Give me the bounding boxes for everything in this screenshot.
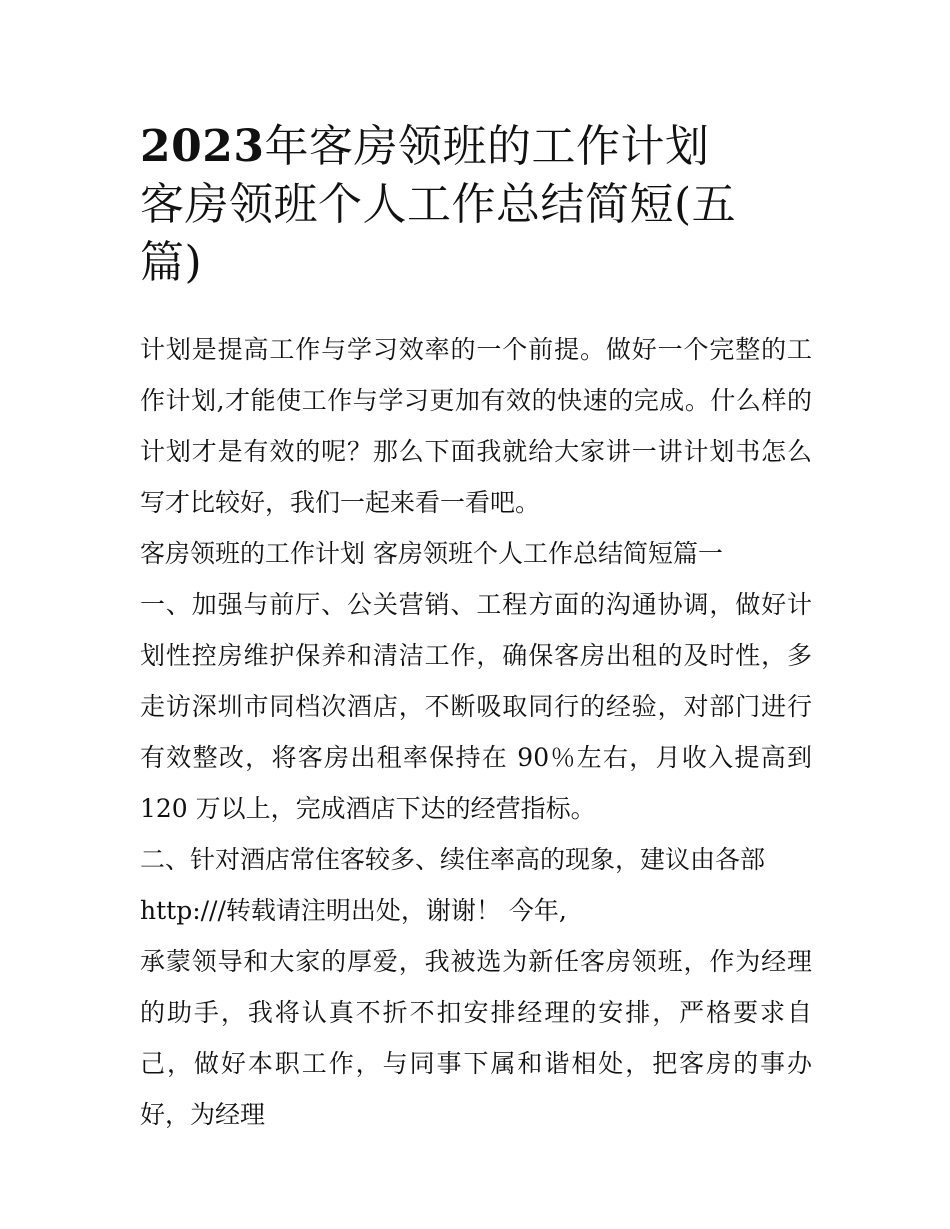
closing-paragraph: 承蒙领导和大家的厚爱，我被选为新任客房领班，作为经理的助手，我将认真不折不扣安排经理的安排，严格要求自己，做好本职工作，与同事下属和谐相处，把客房的事办好，为经理 <box>140 947 812 1129</box>
source-note: http:///转载请注明出处，谢谢！ 今年, <box>140 896 567 925</box>
title-line-1 <box>140 118 812 176</box>
title-line-3: 篇) <box>140 237 203 288</box>
document-title <box>140 118 812 292</box>
item-one-paragraph: 一、加强与前厅、公关营销、工程方面的沟通协调，做好计划性控房维护保养和清洁工作，确保客房出租的及时性，多走访深圳市同档次酒店，不断吸取同行的经验，对部门进行有效整改，将客房出租率保持在 90％左右，月收入提高到 120 万以上，完成酒店下达的经营指标。 <box>140 590 812 823</box>
document-body <box>140 324 812 1140</box>
title-line-1-text: 年客房领班的工作计划 <box>264 121 710 172</box>
title-year: 2023 <box>140 121 265 172</box>
intro-paragraph: 计划是提高工作与学习效率的一个前提。做好一个完整的工作计划,才能使工作与学习更加有效的快速的完成。什么样的计划才是有效的呢？那么下面我就给大家讲一讲计划书怎么写才比较好，我们一起来看一看吧。 <box>140 335 812 517</box>
title-line-2: 客房领班个人工作总结简短(五 <box>140 179 737 230</box>
section-heading: 客房领班的工作计划 客房领班个人工作总结简短篇一 <box>140 539 723 568</box>
item-two-paragraph: 二、针对酒店常住客较多、续住率高的现象，建议由各部 <box>140 845 766 874</box>
document-page <box>140 118 812 1140</box>
